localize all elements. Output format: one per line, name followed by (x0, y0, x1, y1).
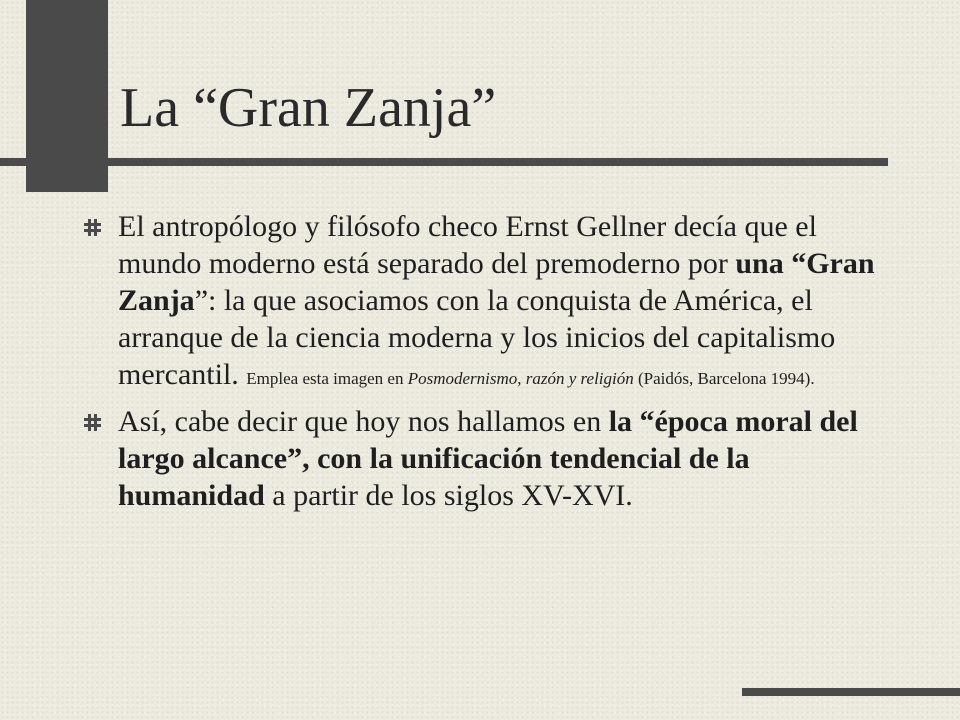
bullet-text-bold: la “época moral del largo alcance”, con la unificación tendencial de la humanidad (118, 405, 858, 512)
bullet-text: a partir de los siglos XV-XVI. (264, 479, 633, 512)
hash-bullet-icon (84, 414, 101, 431)
title-rule (0, 158, 888, 166)
bullet-text-bold: una “Gran Zanja (118, 247, 875, 317)
bullet-text: Así, cabe decir que hoy nos hallamos en (118, 405, 609, 438)
corner-rule (742, 688, 960, 696)
bullet-text: ”: la que asociamos con la conquista de América, el arranque de la ciencia moderna y los inicios del capitalismo mercantil. (118, 284, 836, 391)
citation-text: Emplea esta imagen en (246, 369, 408, 388)
hash-bullet-icon (84, 219, 101, 236)
citation-text: (Paidós, Barcelona 1994). (633, 369, 815, 388)
citation-note (246, 369, 814, 388)
citation-book-title: Posmodernismo, razón y religión (407, 369, 634, 388)
bullet-text: El antropólogo y filósofo checo Ernst Gellner decía que el mundo moderno está separado del premoderno por (118, 210, 817, 280)
bullet-item (84, 403, 894, 514)
slide-title: La “Gran Zanja” (120, 77, 497, 139)
bullet-item (84, 208, 894, 393)
bullet-list (84, 208, 894, 524)
